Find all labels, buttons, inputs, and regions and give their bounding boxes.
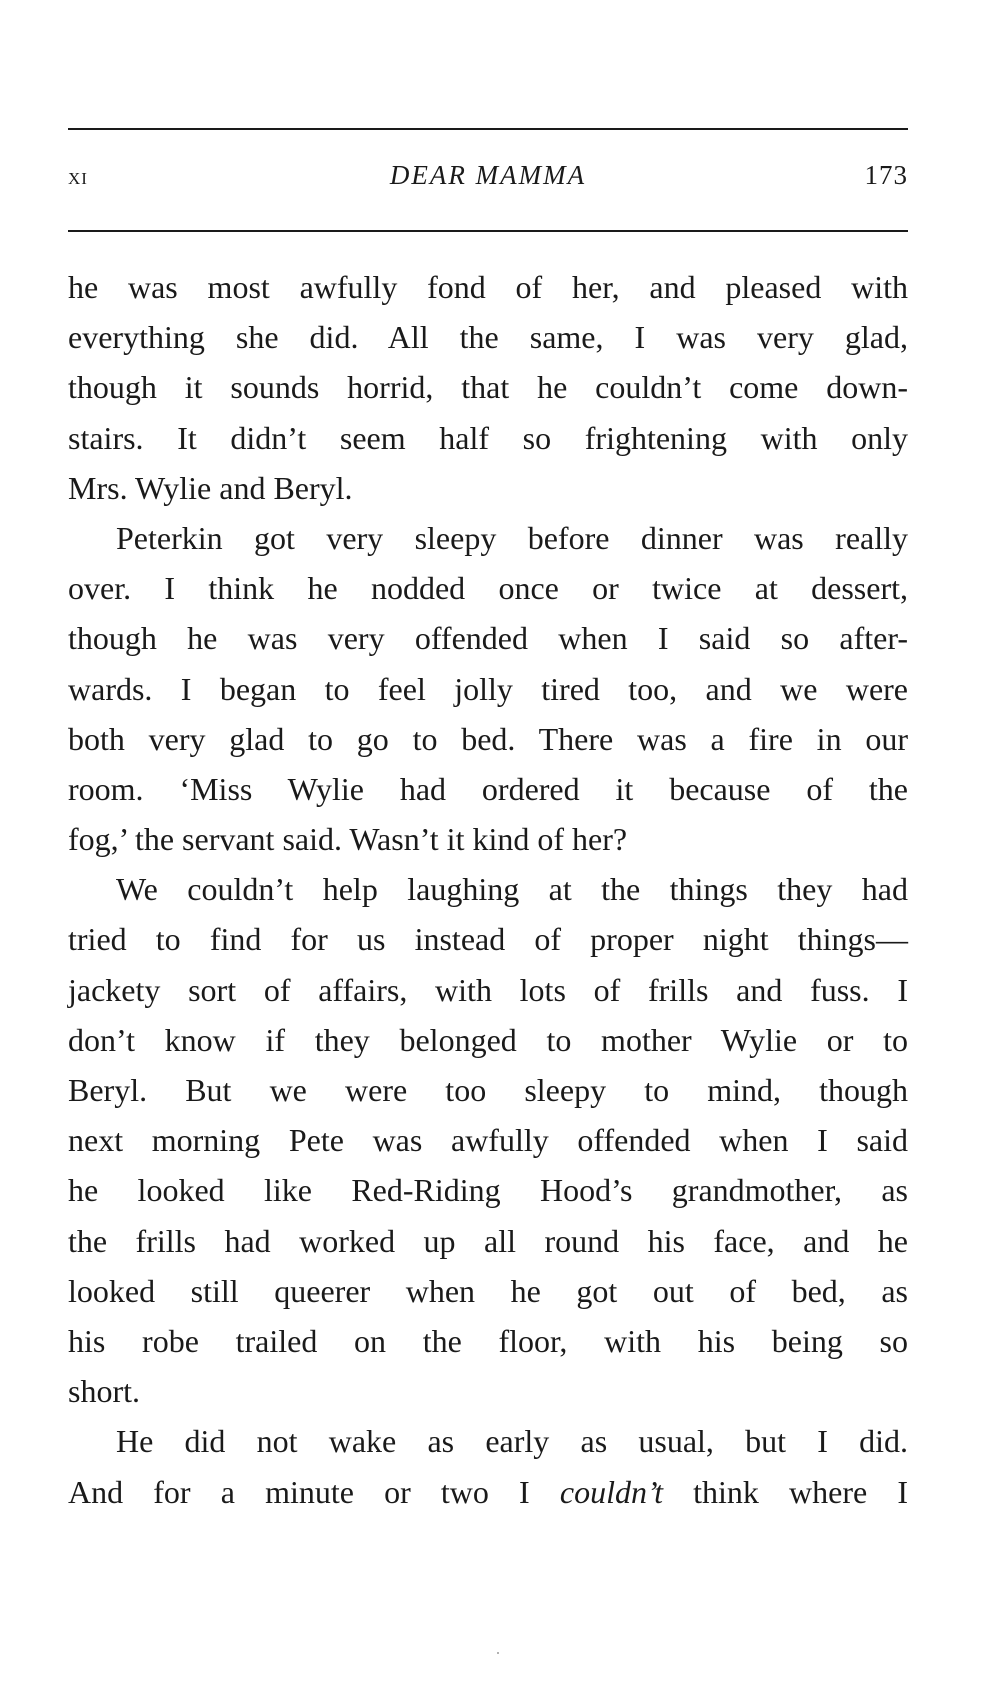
text-line: We couldn’t help laughing at the things they had (116, 871, 908, 908)
text-line: everything she did. All the same, I was very glad, (68, 319, 908, 356)
header-bottom-rule (68, 230, 908, 232)
text-line: over. I think he nodded once or twice at dessert, (68, 570, 908, 607)
chapter-number: xi (68, 164, 88, 190)
running-header (68, 160, 908, 204)
text-line-final (68, 1467, 908, 1517)
text-line: don’t know if they belonged to mother Wylie or to (68, 1021, 908, 1058)
text-line: next morning Pete was awfully offended when I said (68, 1122, 908, 1159)
italic-emphasis: couldn’t (559, 1473, 663, 1510)
ink-speck (497, 1652, 499, 1654)
text-line: though he was very offended when I said so after- (68, 620, 908, 657)
text-line: tried to find for us instead of proper night things— (68, 921, 908, 958)
text-line: looked still queerer when he got out of bed, as (68, 1272, 908, 1309)
text-line: his robe trailed on the floor, with his being so (68, 1322, 908, 1359)
text-line: Mrs. Wylie and Beryl. (68, 469, 353, 506)
text-line: wards. I began to feel jolly tired too, and we were (68, 670, 908, 707)
text-line: stairs. It didn’t seem half so frightening with only (68, 419, 908, 456)
text-line: Peterkin got very sleepy before dinner was really (116, 519, 908, 556)
text-line: he looked like Red-Riding Hood’s grandmother, as (68, 1172, 908, 1209)
running-title: DEAR MAMMA (389, 160, 587, 190)
text-line: short. (68, 1373, 140, 1410)
text-line: He did not wake as early as usual, but I did. (116, 1423, 908, 1460)
header-top-rule (68, 128, 908, 130)
text-line: Beryl. But we were too sleepy to mind, though (68, 1072, 908, 1108)
text-line: he was most awfully fond of her, and pleased with (68, 269, 908, 305)
text-line: jackety sort of affairs, with lots of frills and fuss. I (68, 971, 908, 1008)
text-segment: And for a minute or two I (68, 1473, 560, 1510)
body-text (68, 262, 908, 1517)
text-line: though it sounds horrid, that he couldn’t come down- (68, 369, 908, 406)
text-line: fog,’ the servant said. Wasn’t it kind of her? (68, 821, 628, 858)
text-segment: think where I (662, 1473, 909, 1510)
text-line: both very glad to go to bed. There was a fire in our (68, 720, 908, 757)
page-number: 173 (864, 160, 908, 190)
text-line: the frills had worked up all round his face, and he (68, 1222, 908, 1259)
text-line: room. ‘Miss Wylie had ordered it because of the (68, 770, 908, 807)
